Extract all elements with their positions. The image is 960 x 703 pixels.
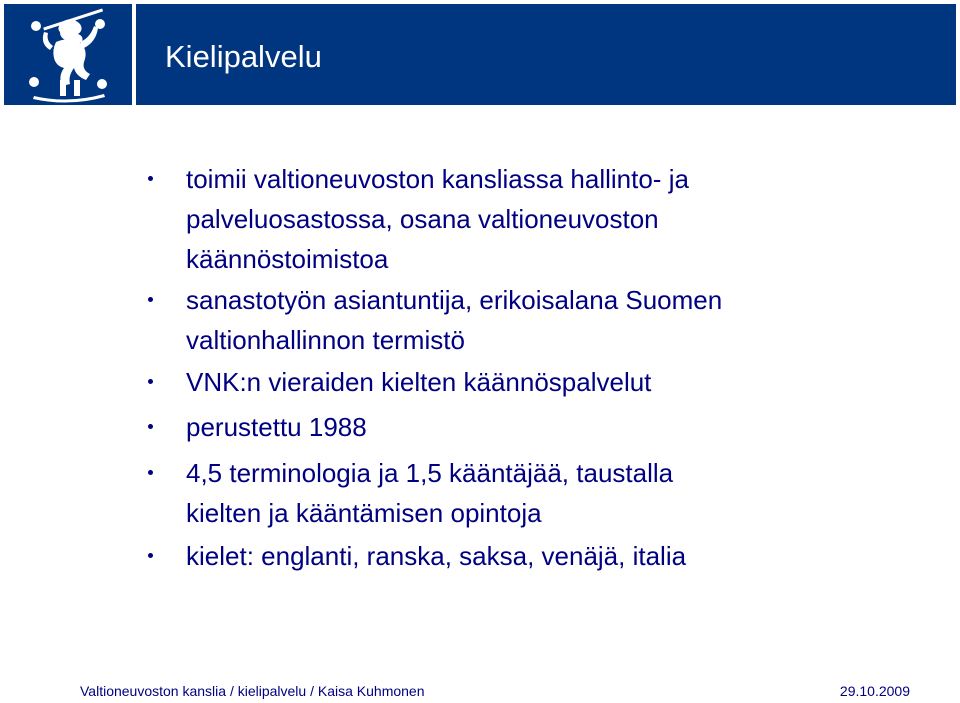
finnish-lion-coat-of-arms-icon — [4, 4, 132, 105]
bullet-line: kielet: englanti, ranska, saksa, venäjä, italia — [186, 541, 687, 571]
bullet-dot-icon — [148, 379, 153, 384]
bullet-line: kielten ja kääntämisen opintoja — [186, 498, 542, 528]
bullet-line: valtionhallinnon termistö — [186, 325, 465, 355]
title-bar — [136, 4, 956, 105]
bullet-line: käännöstoimistoa — [186, 244, 389, 274]
logo-box — [4, 4, 132, 105]
bullet-dot-icon — [148, 424, 153, 429]
bullet-item — [186, 453, 866, 533]
bullet-item — [186, 407, 866, 447]
bullet-dot-icon — [148, 176, 153, 181]
bullet-item — [186, 536, 866, 576]
bullet-line: VNK:n vieraiden kielten käännöspalvelut — [186, 367, 652, 397]
footer-credit: Valtioneuvoston kanslia / kielipalvelu / Kaisa Kuhmonen — [80, 683, 425, 699]
bullet-dot-icon — [148, 553, 153, 558]
bullet-item — [186, 159, 866, 279]
bullet-line: palveluosastossa, osana valtioneuvoston — [186, 204, 659, 234]
slide-title: Kielipalvelu — [165, 39, 322, 74]
bullet-line: 4,5 terminologia ja 1,5 kääntäjää, taustalla — [186, 458, 674, 488]
bullet-line: perustettu 1988 — [186, 412, 367, 442]
bullet-item — [186, 280, 866, 360]
bullet-line: sanastotyön asiantuntija, erikoisalana Suomen — [186, 285, 723, 315]
bullet-line: toimii valtioneuvoston kansliassa hallinto- ja — [186, 164, 689, 194]
bullet-dot-icon — [148, 470, 153, 475]
bullet-dot-icon — [148, 297, 153, 302]
footer-date: 29.10.2009 — [839, 683, 910, 699]
bullet-item — [186, 362, 866, 402]
